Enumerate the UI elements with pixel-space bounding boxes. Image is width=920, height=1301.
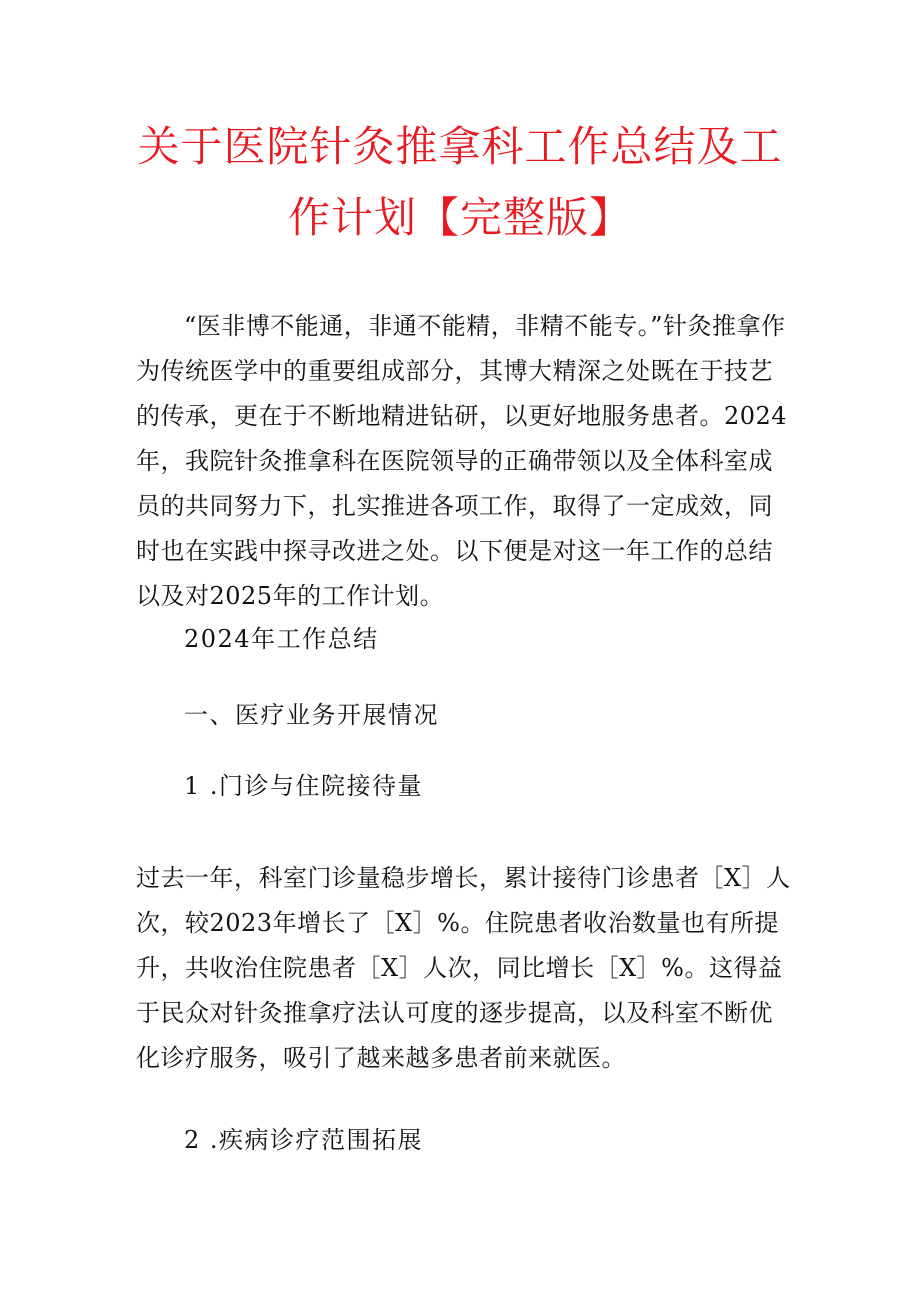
summary-heading: 2024年工作总结 [184,625,379,653]
document-title-line-1: 关于医院针灸推拿科工作总结及工 [137,122,783,171]
subsection-2-heading: 2 .疾病诊疗范围拓展 [184,1126,424,1154]
subsection-1-paragraph: 过去一年，科室门诊量稳步增长，累计接待门诊患者［X］人次，较2023年增长了［X］%。住院患者收治数量也有所提升，共收治住院患者［X］人次，同比增长［X］%。这得益于民众对针灸推拿疗法认可度的逐步提高，以及科室不断优化诊疗服务，吸引了越来越多患者前来就医。 [136,864,791,1072]
intro-paragraph: “医非博不能通，非通不能精，非精不能专。”针灸推拿作为传统医学中的重要组成部分，其博大精深之处既在于技艺的传承，更在于不断地精进钻研，以更好地服务患者。2024年，我院针灸推拿科在医院领导的正确带领以及全体科室成员的共同努力下，扎实推进各项工作，取得了一定成效，同时也在实践中探寻改进之处。以下便是对这一年工作的总结以及对2025年的工作计划。 [136,312,788,610]
section-1-heading: 一、医疗业务开展情况 [184,701,439,729]
document-title-line-2: 作计划【完整版】 [287,193,632,242]
subsection-1-heading: 1 .门诊与住院接待量 [184,772,424,800]
